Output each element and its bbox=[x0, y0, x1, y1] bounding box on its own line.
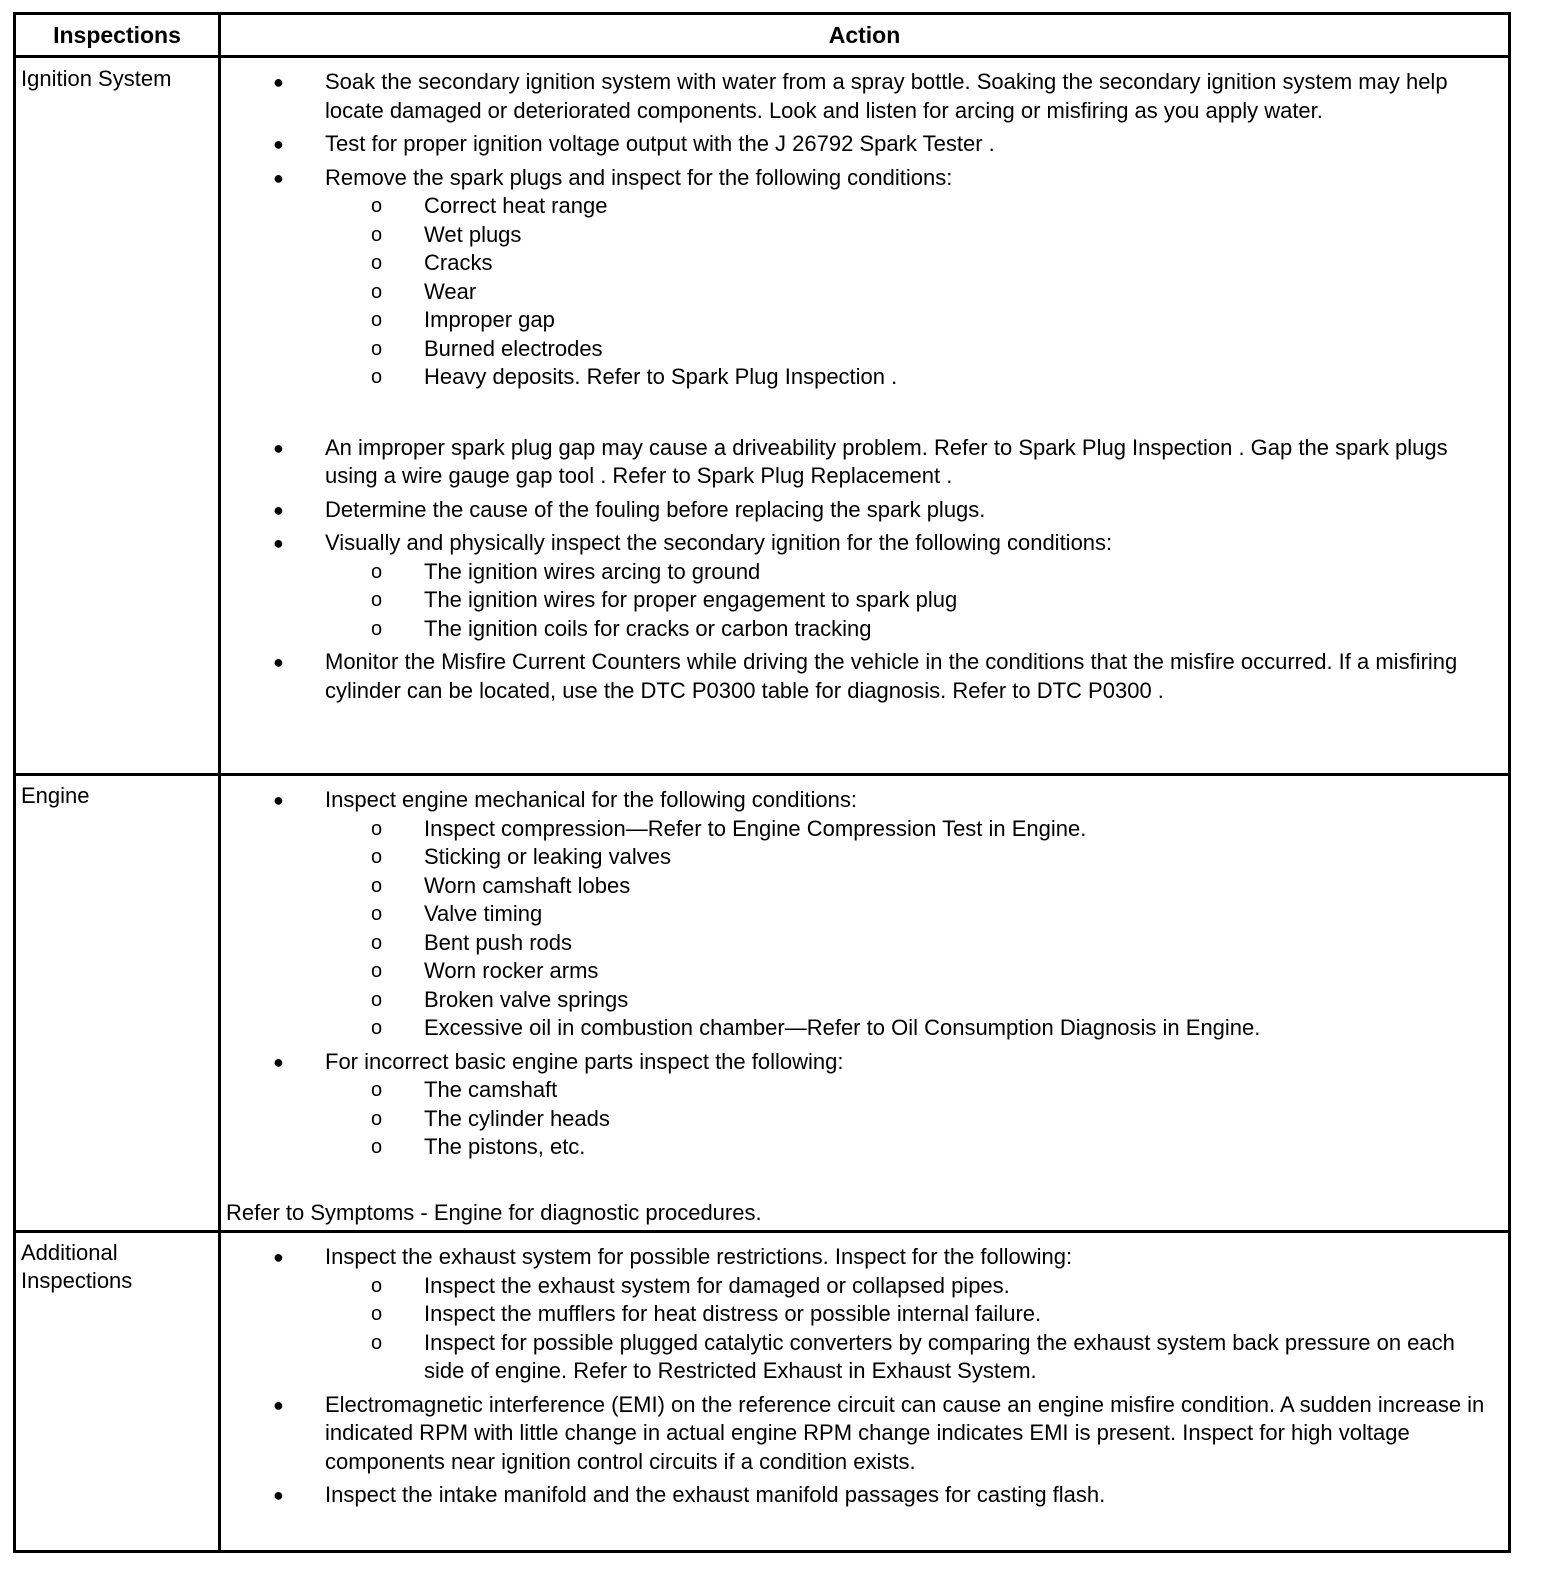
list-item: ● Determine the cause of the fouling before replacing the spark plugs. bbox=[221, 496, 1508, 525]
sub-item: o Improper gap bbox=[221, 306, 1508, 335]
circle-bullet-icon: o bbox=[371, 846, 383, 868]
sub-item: o The ignition wires arcing to ground bbox=[221, 558, 1508, 587]
list-item: ● Visually and physically inspect the secondary ignition for the following conditions: bbox=[221, 529, 1508, 558]
circle-bullet-icon: o bbox=[371, 589, 383, 611]
sub-item: o Worn rocker arms bbox=[221, 957, 1508, 986]
sub-item: o Sticking or leaking valves bbox=[221, 843, 1508, 872]
circle-bullet-icon: o bbox=[371, 309, 383, 331]
sub-item: o The pistons, etc. bbox=[221, 1133, 1508, 1162]
sub-item: o Wear bbox=[221, 278, 1508, 307]
circle-bullet-icon: o bbox=[371, 988, 383, 1011]
circle-bullet-icon: o bbox=[371, 817, 383, 840]
sub-item: o Valve timing bbox=[221, 900, 1508, 929]
row-label-ignition: Ignition System bbox=[21, 66, 172, 91]
sub-item: o Wet plugs bbox=[221, 221, 1508, 250]
circle-bullet-icon: o bbox=[371, 1079, 383, 1101]
row-label-additional: Additional Inspections bbox=[21, 1240, 133, 1293]
list-item: ● Inspect the exhaust system for possible restrictions. Inspect for the following: bbox=[221, 1243, 1508, 1272]
circle-bullet-icon: o bbox=[371, 195, 383, 217]
circle-bullet-icon: o bbox=[371, 1303, 383, 1325]
row-actions-ignition bbox=[221, 68, 1508, 705]
bullet-icon: ● bbox=[273, 533, 284, 553]
circle-bullet-icon: o bbox=[371, 223, 383, 246]
circle-bullet-icon: o bbox=[371, 1136, 383, 1158]
bullet-icon: ● bbox=[273, 134, 284, 154]
list-item: ● Electromagnetic interference (EMI) on the reference circuit can cause an engine misfire condition. A sudden increase in indicated RPM with little change in actual engine RPM change indicates EMI is present. Inspect for high voltage components near ignition control circuits if a condition exists. bbox=[273, 1391, 1485, 1474]
circle-bullet-icon: o bbox=[371, 960, 383, 982]
bullet-icon: ● bbox=[273, 652, 284, 672]
bullet-icon: ● bbox=[273, 790, 284, 810]
list-item: ● Monitor the Misfire Current Counters while driving the vehicle in the conditions that the misfire occurred. If a misfiring cylinder can be located, use the DTC P0300 table for diagnosis. Refer to DTC P0300 . bbox=[273, 649, 1458, 703]
sub-item: o Heavy deposits. Refer to Spark Plug Inspection . bbox=[221, 363, 1508, 392]
sub-item: o Inspect compression—Refer to Engine Compression Test in Engine. bbox=[221, 815, 1508, 844]
circle-bullet-icon: o bbox=[371, 366, 383, 388]
circle-bullet-icon: o bbox=[371, 1331, 383, 1354]
sub-item: o Bent push rods bbox=[221, 929, 1508, 958]
row-divider bbox=[16, 773, 1508, 776]
bullet-icon: ● bbox=[273, 167, 284, 188]
circle-bullet-icon: o bbox=[371, 1274, 383, 1297]
row-label-engine: Engine bbox=[21, 783, 90, 808]
list-item: ● Inspect the intake manifold and the exhaust manifold passages for casting flash. bbox=[221, 1481, 1508, 1510]
sub-item: o Inspect the mufflers for heat distress or possible internal failure. bbox=[221, 1300, 1508, 1329]
row-actions-engine bbox=[221, 786, 1508, 1162]
sub-item: o Broken valve springs bbox=[221, 986, 1508, 1015]
sub-item: o Inspect the exhaust system for damaged or collapsed pipes. bbox=[221, 1272, 1508, 1301]
sub-item: o Worn camshaft lobes bbox=[221, 872, 1508, 901]
sub-item: o Excessive oil in combustion chamber—Refer to Oil Consumption Diagnosis in Engine. bbox=[221, 1014, 1508, 1043]
list-item: ● Soak the secondary ignition system with water from a spray bottle. Soaking the secondary ignition system may help locate damaged or deteriorated components. Look and listen for arcing or misfiring as you apply water. bbox=[273, 69, 1448, 123]
sub-item: o Burned electrodes bbox=[221, 335, 1508, 364]
circle-bullet-icon: o bbox=[371, 617, 383, 640]
inspection-table bbox=[13, 12, 1511, 1553]
header-action: Action bbox=[828, 21, 901, 48]
row-actions-additional bbox=[221, 1243, 1508, 1510]
header-inspections: Inspections bbox=[53, 21, 181, 48]
bullet-icon: ● bbox=[273, 499, 284, 520]
bullet-icon: ● bbox=[273, 1051, 284, 1072]
circle-bullet-icon: o bbox=[371, 1017, 383, 1039]
sub-item: o The cylinder heads bbox=[221, 1105, 1508, 1134]
circle-bullet-icon: o bbox=[371, 252, 383, 274]
circle-bullet-icon: o bbox=[371, 280, 383, 303]
bullet-icon: ● bbox=[273, 1485, 284, 1505]
list-item: ● Inspect engine mechanical for the following conditions: bbox=[221, 786, 1508, 815]
sub-item: o The ignition coils for cracks or carbon tracking bbox=[221, 615, 1508, 644]
sub-item: o Inspect for possible plugged catalytic converters by comparing the exhaust system back pressure on each side of engine. Refer to Restricted Exhaust in Exhaust System. bbox=[371, 1329, 1455, 1383]
circle-bullet-icon: o bbox=[371, 337, 383, 360]
sub-item: o Cracks bbox=[221, 249, 1508, 278]
circle-bullet-icon: o bbox=[371, 931, 383, 954]
circle-bullet-icon: o bbox=[371, 874, 383, 897]
sub-item: o The ignition wires for proper engagement to spark plug bbox=[221, 586, 1508, 615]
bullet-icon: ● bbox=[273, 72, 284, 92]
circle-bullet-icon: o bbox=[371, 1107, 383, 1130]
list-item: ● For incorrect basic engine parts inspect the following: bbox=[221, 1048, 1508, 1077]
bullet-icon: ● bbox=[273, 1394, 284, 1415]
circle-bullet-icon: o bbox=[371, 560, 383, 583]
list-item: ● Test for proper ignition voltage output with the J 26792 Spark Tester . bbox=[221, 130, 1508, 159]
circle-bullet-icon: o bbox=[371, 903, 383, 925]
engine-footer-note: Refer to Symptoms - Engine for diagnostic procedures. bbox=[226, 1200, 762, 1225]
bullet-icon: ● bbox=[273, 437, 284, 458]
row-divider bbox=[16, 1230, 1508, 1233]
list-item: ● Remove the spark plugs and inspect for the following conditions: bbox=[221, 164, 1508, 193]
sub-item: o Correct heat range bbox=[221, 192, 1508, 221]
sub-item: o The camshaft bbox=[221, 1076, 1508, 1105]
list-item: ● An improper spark plug gap may cause a driveability problem. Refer to Spark Plug Inspection . Gap the spark plugs using a wire gauge gap tool . Refer to Spark Plug Replacement . bbox=[273, 434, 1448, 488]
bullet-icon: ● bbox=[273, 1247, 284, 1267]
header-divider bbox=[16, 55, 1508, 58]
